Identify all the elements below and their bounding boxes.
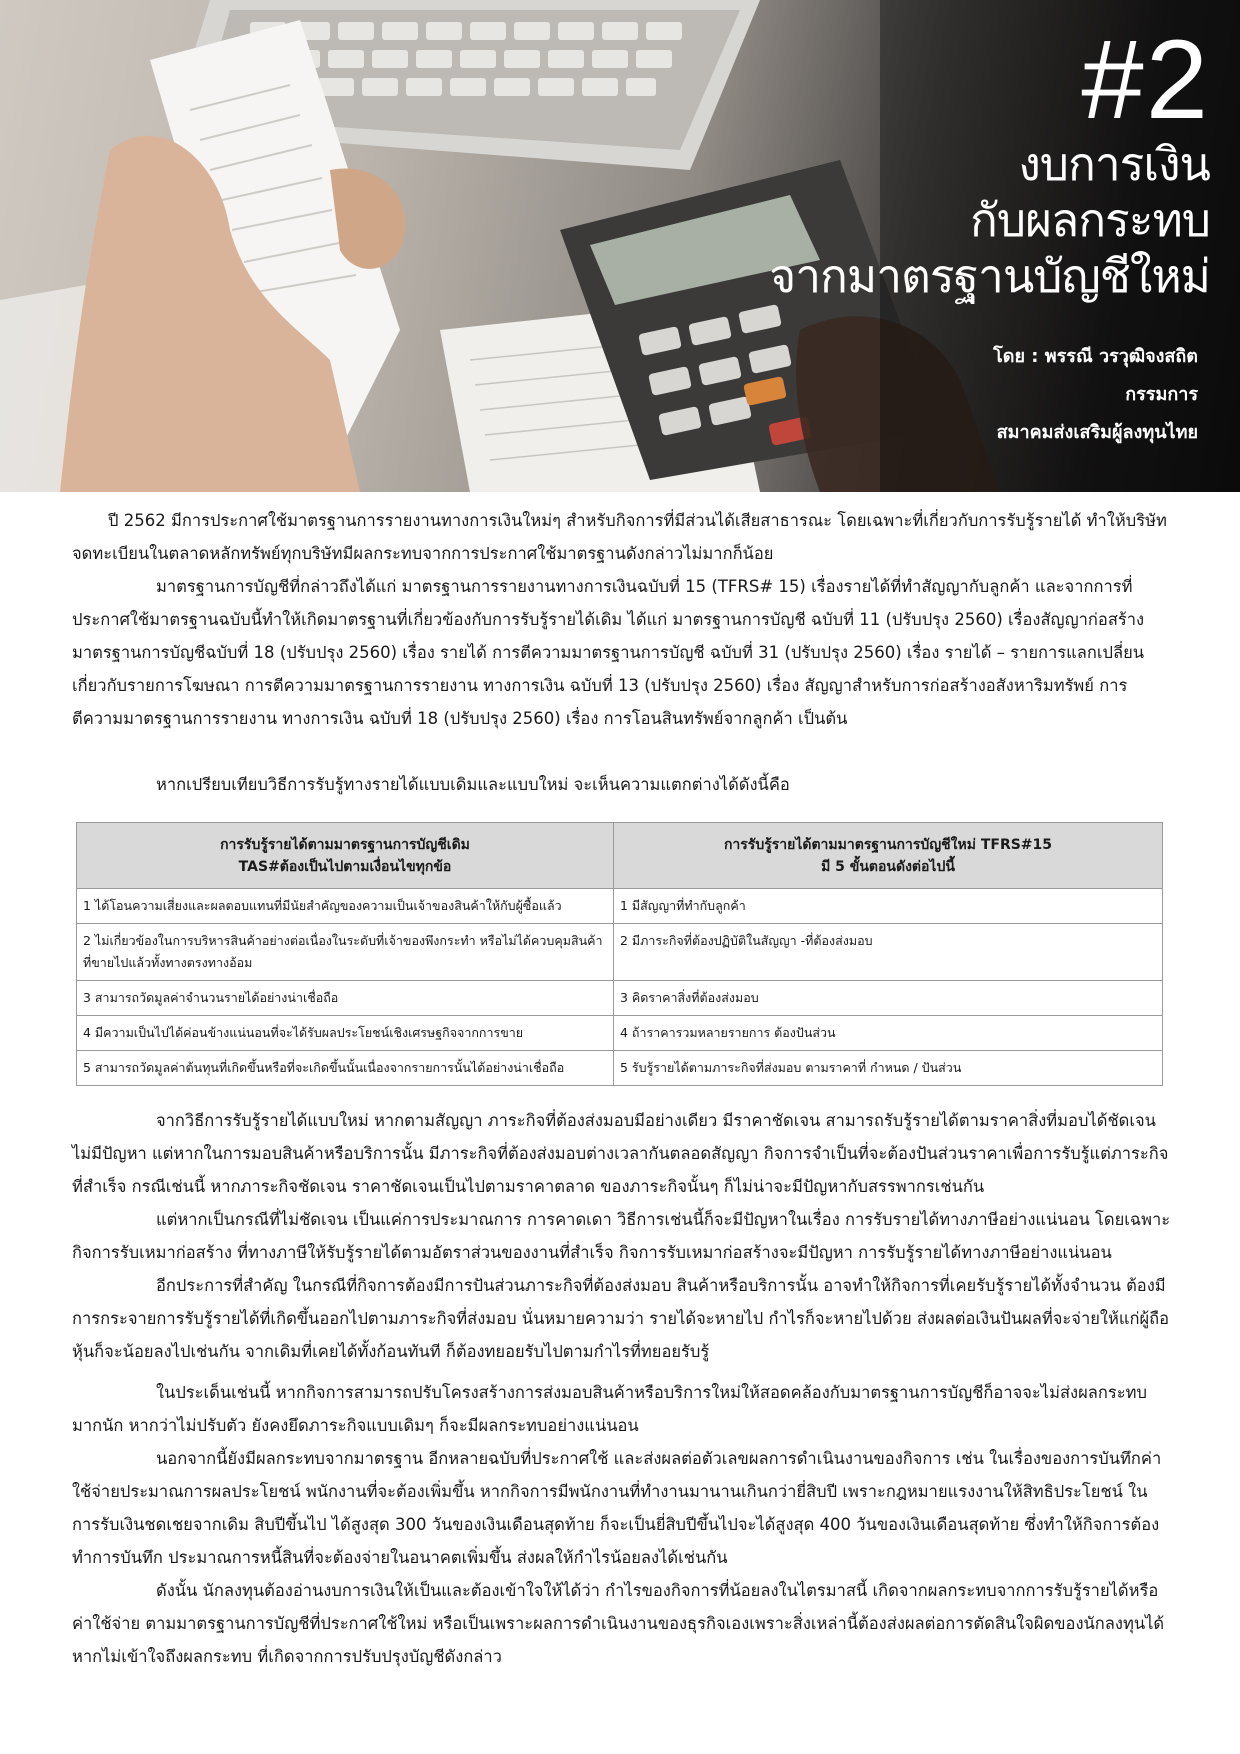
comparison-intro: หากเปรียบเทียบวิธีการรับรู้ทางรายได้แบบเดิมและแบบใหม่ จะเห็นความแตกต่างได้ดังนี้คือ — [156, 775, 790, 794]
analysis-paragraph: อีกประการที่สำคัญ ในกรณีที่กิจการต้องมีการปันส่วนภาระกิจที่ต้องส่งมอบ สินค้าหรือบริการนั้น อาจทำให้กิจการที่เคยรับรู้รายได้ทั้งจำนวน ต้องมีการกระจายการรับรู้รายได้ที่เกิดขึ้นออกไปตามภาระกิจที่ส่งมอบ นั่นหมายความว่า รายได้จะหายไป กำไรก็จะหายไปด้วย ส่งผลต่อเงินปันผลที่จะจ่ายให้แก่ผู้ถือหุ้นก็จะน้อยลงไปเช่นกัน จากเดิมที่เคยได้ทั้งก้อนทันที ก็ต้องทยอยรับไปตามกำไรที่ทยอยรับรู้ — [72, 1276, 1170, 1361]
header-line: การรับรู้รายได้ตามมาตรฐานการบัญชีเดิม — [220, 836, 470, 853]
old-standard-cell: 1 ได้โอนความเสี่ยงและผลตอบแทนที่มีนัยสำคัญของความเป็นเจ้าของสินค้าให้กับผู้ซื้อแล้ว — [77, 889, 614, 924]
table-row — [77, 981, 1163, 1016]
article-title-line: กับผลกระทบ — [970, 194, 1210, 246]
intro-paragraph: มาตรฐานการบัญชีที่กล่าวถึงได้แก่ มาตรฐานการรายงานทางการเงินฉบับที่ 15 (TFRS# 15) เรื่องรายได้ที่ทำสัญญากับลูกค้า และจากการที่ประกาศใช้มาตรฐานฉบับนี้ทำให้เกิดมาตรฐานที่เกี่ยวข้องกับการรับรู้รายได้เดิม ได้แก่ มาตรฐานการบัญชี ฉบับที่ 11 (ปรับปรุง 2560) เรื่องสัญญาก่อสร้าง มาตรฐานการบัญชีฉบับที่ 18 (ปรับปรุง 2560) เรื่อง รายได้ การตีความมาตรฐานการบัญชี ฉบับที่ 31 (ปรับปรุง 2560) เรื่อง รายได้ – รายการแลกเปลี่ยนเกี่ยวกับรายการโฆษณา การตีความมาตรฐานการรายงาน ทางการเงิน ฉบับที่ 13 (ปรับปรุง 2560) เรื่อง สัญญาสำหรับการก่อสร้างอสังหาริมทรัพย์ การตีความมาตรฐานการรายงาน ทางการเงิน ฉบับที่ 18 (ปรับปรุง 2560) เรื่อง การโอนสินทรัพย์จากลูกค้า เป็นต้น — [72, 577, 1145, 728]
author-position: กรรมการ — [1125, 384, 1198, 405]
issue-number: #2 — [1081, 17, 1210, 142]
article-title-line: จากมาตรฐานบัญชีใหม่ — [769, 250, 1210, 302]
hero-text-block — [690, 17, 1210, 452]
old-standard-cell: 5 สามารถวัดมูลค่าต้นทุนที่เกิดขึ้นหรือที่จะเกิดขึ้นนั้นเนื่องจากรายการนั้นได้อย่างน่าเชื่อถือ — [77, 1051, 614, 1086]
table-header-row — [77, 823, 1163, 889]
old-standard-cell: 2 ไม่เกี่ยวข้องในการบริหารสินค้าอย่างต่อเนื่องในระดับที่เจ้าของพึงกระทำ หรือไม่ได้ควบคุมสินค้าที่ขายไปแล้วทั้งทางตรงทางอ้อม — [77, 924, 614, 981]
analysis-paragraph: แต่หากเป็นกรณีที่ไม่ชัดเจน เป็นแค่การประมาณการ การคาดเดา วิธีการเช่นนี้ก็จะมีปัญหาในเรื่อง การรับรายได้ทางภาษีอย่างแน่นอน โดยเฉพาะกิจการรับเหมาก่อสร้าง ที่ทางภาษีให้รับรู้รายได้ตามอัตราส่วนของงานที่สำเร็จ กิจการรับเหมาก่อสร้างจะมีปัญหา การรับรู้รายได้ทางภาษีอย่างแน่นอน — [72, 1210, 1171, 1262]
table-row — [77, 1051, 1163, 1086]
author-byline — [690, 338, 1210, 452]
table-lead-in — [72, 768, 1172, 801]
old-standard-cell: 4 มีความเป็นไปได้ค่อนข้างแน่นอนที่จะได้รับผลประโยชน์เชิงเศรษฐกิจจากการขาย — [77, 1016, 614, 1051]
new-standard-cell: 5 รับรู้รายได้ตามภาระกิจที่ส่งมอบ ตามราคาที่ กำหนด / ปันส่วน — [614, 1051, 1163, 1086]
analysis-paragraph: นอกจากนี้ยังมีผลกระทบจากมาตรฐาน อีกหลายฉบับที่ประกาศใช้ และส่งผลต่อตัวเลขผลการดำเนินงานของกิจการ เช่น ในเรื่องของการบันทึกค่าใช้จ่ายประมาณการผลประโยชน์ พนักงานที่จะต้องเพิ่มขึ้น หากกิจการมีพนักงานที่ทำงานมานานเกินกว่ายี่สิบปี เพราะกฎหมายแรงงานให้สิทธิประโยชน์ ในการรับเงินชดเชยจากเดิม สิบปีขึ้นไป ได้สูงสุด 300 วันของเงินเดือนสุดท้าย ก็จะเป็นยี่สิบปีขึ้นไปจะได้สูงสุด 400 วันของเงินเดือนสุดท้าย ซึ่งทำให้กิจการต้องทำการบันทึก ประมาณการหนี้สินที่จะต้องจ่ายในอนาคตเพิ่มขึ้น ส่งผลให้กำไรน้อยลงได้เช่นกัน — [72, 1449, 1162, 1567]
intro-paragraph: ปี 2562 มีการประกาศใช้มาตรฐานการรายงานทางการเงินใหม่ๆ สำหรับกิจการที่มีส่วนได้เสียสาธารณะ โดยเฉพาะที่เกี่ยวกับการรับรู้รายได้ ทำให้บริษัทจดทะเบียนในตลาดหลักทรัพย์ทุกบริษัทมีผลกระทบจากการประกาศใช้มาตรฐานดังกล่าวไม่มากก็น้อย — [72, 511, 1167, 563]
analysis-paragraph: จากวิธีการรับรู้รายได้แบบใหม่ หากตามสัญญา ภาระกิจที่ต้องส่งมอบมีอย่างเดียว มีราคาชัดเจน สามารถรับรู้รายได้ตามราคาสิ่งที่มอบได้ชัดเจน ไม่มีปัญหา แต่หากในการมอบสินค้าหรือบริการนั้น มีภาระกิจที่ต้องส่งมอบต่างเวลากันตลอดสัญญา กิจการจำเป็นที่จะต้องปันส่วนราคาเพื่อการรับรู้แต่ภาระกิจที่สำเร็จ กรณีเช่นนี้ หากภาระกิจชัดเจน ราคาชัดเจนเป็นไปตามราคาตลาด ของภาระกิจนั้นๆ ก็ไม่น่าจะมีปัญหากับสรรพากรเช่นกัน — [72, 1111, 1169, 1196]
header-line: TAS#ต้องเป็นไปตามเงื่อนไขทุกข้อ — [238, 858, 452, 875]
author-organization: สมาคมส่งเสริมผู้ลงทุนไทย — [996, 422, 1198, 443]
analysis-paragraph: ดังนั้น นักลงทุนต้องอ่านงบการเงินให้เป็นและต้องเข้าใจให้ได้ว่า กำไรของกิจการที่น้อยลงในไตรมาสนี้ เกิดจากผลกระทบจากการรับรู้รายได้หรือค่าใช้จ่าย ตามมาตรฐานการบัญชีที่ประกาศใช้ใหม่ หรือเป็นเพราะผลการดำเนินงานของธุรกิจเองเพราะสิ่งเหล่านี้ต้องส่งผลต่อการตัดสินใจผิดของนักลงทุนได้หากไม่เข้าใจถึงผลกระทบ ที่เกิดจากการปรับปรุงบัญชีดังกล่าว — [72, 1581, 1165, 1666]
analysis-section — [72, 1104, 1172, 1673]
header-line: มี 5 ขั้นตอนดังต่อไปนี้ — [821, 858, 955, 875]
article-title — [690, 136, 1210, 304]
new-standard-cell: 4 ถ้าราคารวมหลายรายการ ต้องปันส่วน — [614, 1016, 1163, 1051]
old-standard-cell: 3 สามารถวัดมูลค่าจำนวนรายได้อย่างน่าเชื่อถือ — [77, 981, 614, 1016]
new-standard-cell: 2 มีภาระกิจที่ต้องปฏิบัติในสัญญา -ที่ต้องส่งมอบ — [614, 924, 1163, 981]
table-row — [77, 889, 1163, 924]
article-title-line: งบการเงิน — [1018, 138, 1210, 190]
comparison-table — [76, 822, 1163, 1086]
hero-banner — [0, 0, 1240, 492]
new-standard-cell: 3 คิดราคาสิ่งที่ต้องส่งมอบ — [614, 981, 1163, 1016]
author-name: โดย : พรรณี วรวุฒิจงสถิต — [993, 346, 1198, 367]
table-row — [77, 1016, 1163, 1051]
analysis-paragraph: ในประเด็นเช่นนี้ หากกิจการสามารถปรับโครงสร้างการส่งมอบสินค้าหรือบริการใหม่ให้สอดคล้องกับมาตรฐานการบัญชีก็อาจจะไม่ส่งผลกระทบมากนัก หากว่าไม่ปรับตัว ยังคงยึดภาระกิจแบบเดิมๆ ก็จะมีผลกระทบอย่างแน่นอน — [72, 1383, 1147, 1435]
header-line: การรับรู้รายได้ตามมาตรฐานการบัญชีใหม่ TFRS#15 — [723, 836, 1053, 853]
old-standard-header — [77, 823, 614, 889]
new-standard-header — [614, 823, 1163, 889]
table-row — [77, 924, 1163, 981]
new-standard-cell: 1 มีสัญญาที่ทำกับลูกค้า — [614, 889, 1163, 924]
intro-section — [72, 504, 1172, 735]
